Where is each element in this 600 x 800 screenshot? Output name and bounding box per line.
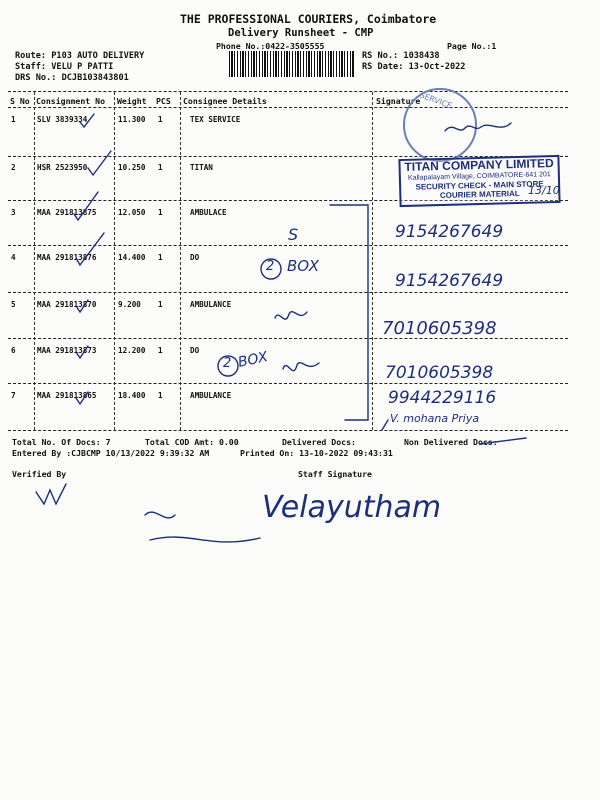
cell-pcs: 1 xyxy=(158,346,163,355)
staff-signature: Velayutham xyxy=(262,490,442,525)
cell-consignment: HSR 2523950 xyxy=(37,163,88,172)
phone-number: Phone No.:0422-3505555 xyxy=(216,41,325,51)
cell-consignee: DO xyxy=(190,346,200,355)
cell-consignment: MAA 291813876 xyxy=(37,253,97,262)
circle-stamp-text: SERVICE xyxy=(418,90,454,111)
hw-box-number: 2 xyxy=(223,356,232,371)
hw-phone: 9154267649 xyxy=(395,222,504,242)
cell-pcs: 1 xyxy=(158,163,163,172)
verifier-mark xyxy=(36,484,66,504)
company-name: THE PROFESSIONAL COURIERS, Coimbatore xyxy=(180,12,437,26)
cell-weight: 11.300 xyxy=(118,115,146,124)
entered-by: Entered By :CJBCMP 10/13/2022 9:39:32 AM xyxy=(12,448,210,458)
rs-date: RS Date: 13-Oct-2022 xyxy=(362,62,466,72)
cell-pcs: 1 xyxy=(158,300,163,309)
hw-phone: 7010605398 xyxy=(382,318,497,339)
hw-box-label: BOX xyxy=(236,349,270,371)
document-title: Delivery Runsheet - CMP xyxy=(228,27,374,39)
cell-consignment: MAA 291813870 xyxy=(37,300,97,309)
cell-pcs: 1 xyxy=(158,115,163,124)
cell-pcs: 1 xyxy=(158,391,163,400)
verified-by-label: Verified By xyxy=(12,469,67,479)
cell-consignment: MAA 291813865 xyxy=(37,391,97,400)
slash-mark xyxy=(382,420,388,430)
col-header-consignment: Consignment No xyxy=(36,96,106,106)
cell-sno: 3 xyxy=(11,208,16,217)
col-header-signature: Signature xyxy=(376,96,421,106)
bracket-mark xyxy=(330,205,368,420)
hw-box-label: BOX xyxy=(287,257,319,275)
col-header-sno: S No xyxy=(10,96,30,106)
stamp-line-4: COURIER MATERIAL xyxy=(439,188,520,201)
tick-mark xyxy=(76,346,88,358)
cell-consignment: MAA 291813875 xyxy=(37,208,97,217)
hw-date-note: 13/10 xyxy=(528,184,560,197)
initials-mark xyxy=(283,363,319,371)
total-cod: Total COD Amt: 0.00 xyxy=(145,437,239,447)
route-label: Route: P103 AUTO DELIVERY xyxy=(15,51,145,61)
cell-pcs: 1 xyxy=(158,253,163,262)
col-header-consignee: Consignee Details xyxy=(183,96,267,106)
hw-phone: 7010605398 xyxy=(385,363,494,383)
printed-on: Printed On: 13-10-2022 09:43:31 xyxy=(240,448,393,458)
hw-phone: 9154267649 xyxy=(395,271,504,291)
stamp-line-2: Kallapalayam Village, COIMBATORE-641 201 xyxy=(407,171,551,182)
hw-box-number: 2 xyxy=(266,259,275,274)
cell-consignee: TITAN xyxy=(190,163,213,172)
col-header-pcs: PCS xyxy=(156,96,171,106)
cell-consignee: AMBULANCE xyxy=(190,391,232,400)
hw-recipient-name: V. mohana Priya xyxy=(390,412,480,425)
verifier-signature xyxy=(145,512,260,542)
cell-weight: 10.250 xyxy=(118,163,146,172)
staff-label: Staff: VELU P PATTI xyxy=(15,62,114,72)
cell-weight: 12.050 xyxy=(118,208,146,217)
cell-consignment: SLV 3839334 xyxy=(37,115,88,124)
total-docs: Total No. Of Docs: 7 xyxy=(12,437,111,447)
cell-weight: 9.200 xyxy=(118,300,141,309)
cell-sno: 7 xyxy=(11,391,16,400)
cell-weight: 14.400 xyxy=(118,253,146,262)
col-header-weight: Weight xyxy=(117,96,147,106)
rs-number: RS No.: 1038438 xyxy=(362,51,440,61)
tick-mark xyxy=(80,114,94,127)
page-number: Page No.:1 xyxy=(447,41,497,51)
cell-consignee: AMBULANCE xyxy=(190,300,232,309)
cell-sno: 5 xyxy=(11,300,16,309)
drs-number: DRS No.: DCJB103843801 xyxy=(15,73,129,83)
tick-mark xyxy=(88,151,111,175)
tick-mark xyxy=(76,392,88,404)
cell-weight: 12.200 xyxy=(118,346,146,355)
cell-sno: 6 xyxy=(11,346,16,355)
tick-mark xyxy=(74,192,98,220)
hw-phone: 9944229116 xyxy=(388,388,497,408)
cell-sno: 1 xyxy=(11,115,16,124)
tick-mark xyxy=(76,300,88,312)
hw-note-s: S xyxy=(288,225,299,244)
tick-mark xyxy=(76,233,104,265)
cell-consignee: TEX SERVICE xyxy=(190,115,241,124)
delivered-docs: Delivered Docs: xyxy=(282,437,356,447)
cell-sno: 4 xyxy=(11,253,16,262)
cell-consignment: MAA 291813873 xyxy=(37,346,97,355)
cell-consignee: AMBULACE xyxy=(190,208,227,217)
cell-sno: 2 xyxy=(11,163,16,172)
non-delivered-docs: Non Delivered Docs: xyxy=(404,437,498,447)
initials-mark xyxy=(275,312,307,319)
stamp-line-3: SECURITY CHECK - MAIN STORE xyxy=(415,179,544,192)
cell-pcs: 1 xyxy=(158,208,163,217)
cell-consignee: DO xyxy=(190,253,200,262)
staff-signature-label: Staff Signature xyxy=(298,469,372,479)
stamp-line-1: TITAN COMPANY LIMITED xyxy=(404,156,554,174)
signature-mark xyxy=(445,123,511,131)
strike-mark xyxy=(480,438,526,444)
cell-weight: 18.400 xyxy=(118,391,146,400)
